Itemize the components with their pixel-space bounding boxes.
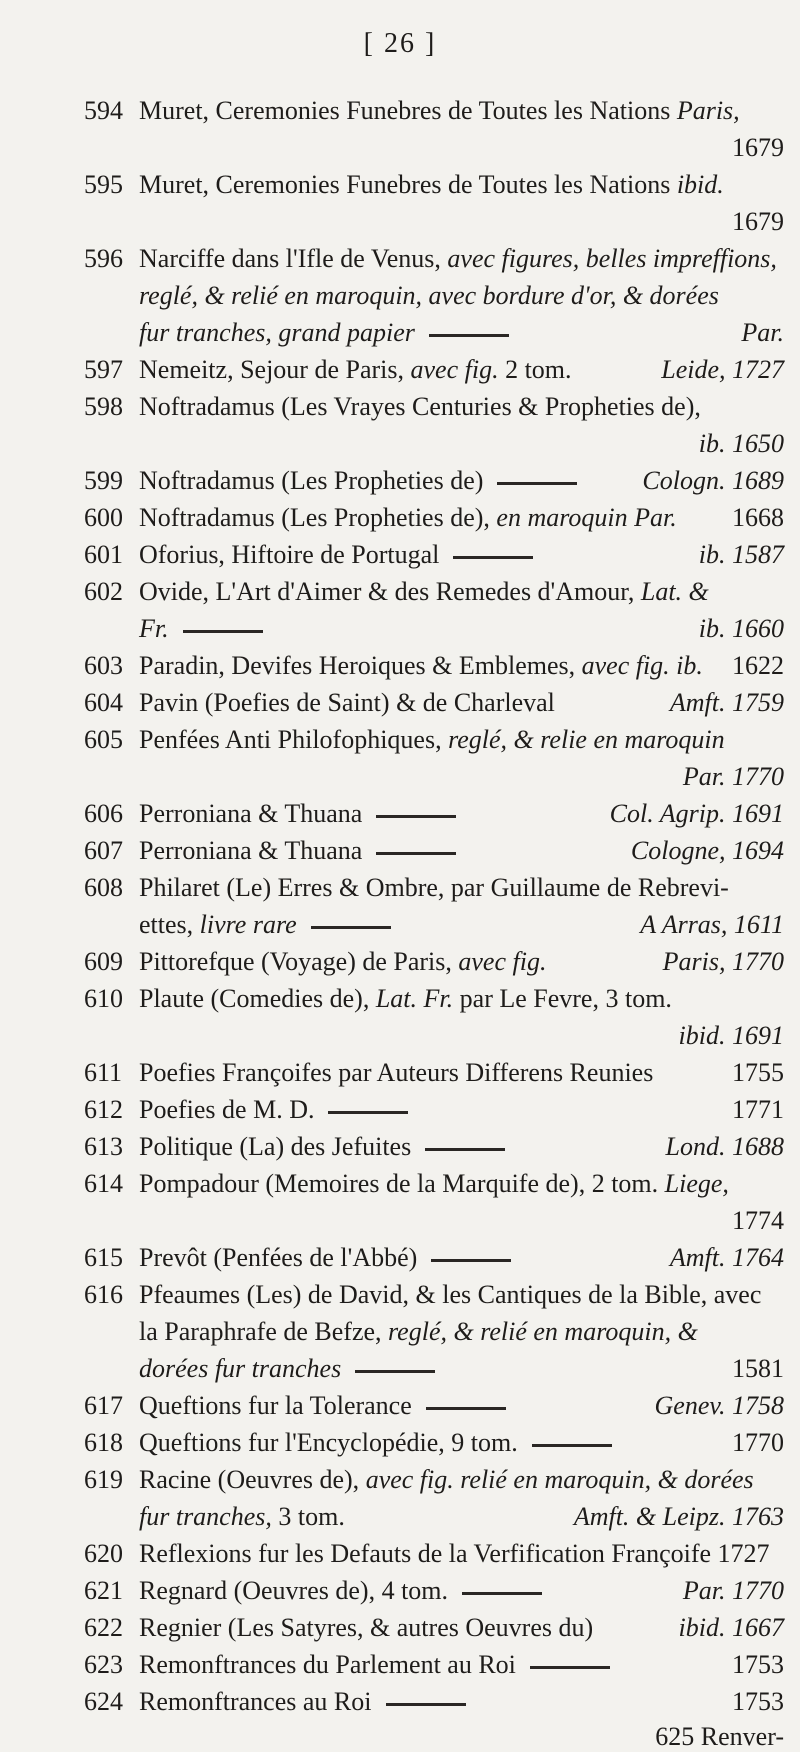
entry-italic-text: Lat. Fr. (375, 984, 454, 1013)
entry-number: 608 (84, 873, 123, 902)
entry-line (84, 351, 784, 388)
entry-text: Pompadour (Memoires de la Marquife de), 2 tom. (139, 1169, 665, 1198)
entry-text: 2 tom. (498, 355, 572, 384)
imprint: 1755 (732, 1058, 784, 1087)
catalogue-entry (84, 573, 784, 647)
catalogue-entry (84, 1683, 784, 1720)
entry-number: 617 (84, 1391, 123, 1420)
catalogue-entry (84, 92, 784, 166)
entry-number: 615 (84, 1243, 123, 1272)
imprint: Cologn. 1689 (642, 466, 784, 495)
entry-text: Perroniana & Thuana (139, 836, 363, 865)
entry-text: Noftradamus (Les Propheties de), (139, 503, 497, 532)
entry-text: Prevôt (Penfées de l'Abbé) (139, 1243, 418, 1272)
entry-italic-text: Paris, (676, 96, 740, 125)
catalogue-entry (84, 1535, 784, 1572)
imprint: Leide, 1727 (661, 355, 784, 384)
entry-number: 619 (84, 1465, 123, 1494)
entry-text: Pavin (Poefies de Saint) & de Charleval (139, 688, 555, 717)
entry-number: 622 (84, 1613, 123, 1642)
entry-italic-text: Lat. & (640, 577, 709, 606)
catalogue-entry (84, 1609, 784, 1646)
entry-line (84, 610, 784, 647)
catalogue-entry (84, 869, 784, 943)
entry-text: Oforius, Hiftoire de Portugal (139, 540, 440, 569)
catalogue-entry (84, 832, 784, 869)
catalogue-entry (84, 943, 784, 980)
entry-line (84, 1387, 784, 1424)
imprint: 1679 (732, 133, 784, 162)
catalogue-entries (84, 92, 784, 1720)
entry-text: Remonftrances au Roi (139, 1687, 372, 1716)
entry-text: Regnier (Les Satyres, & autres Oeuvres du) (139, 1613, 594, 1642)
catalogue-entry (84, 647, 784, 684)
entry-number: 613 (84, 1132, 123, 1161)
entry-line (84, 1461, 784, 1498)
imprint: 1622 (732, 651, 784, 680)
entry-text: Muret, Ceremonies Funebres de Toutes les Nations (139, 96, 677, 125)
entry-line (84, 795, 784, 832)
imprint: Col. Agrip. 1691 (609, 799, 784, 828)
entry-line (84, 314, 784, 351)
entry-line (84, 388, 784, 425)
entry-italic-text: fur tranches, (139, 1502, 272, 1531)
leader-dash (426, 1407, 506, 1410)
entry-text: Pittorefque (Voyage) de Paris, (139, 947, 459, 976)
entry-italic-text: en maroquin Par. (496, 503, 677, 532)
catalogue-entry (84, 1424, 784, 1461)
catalogue-entry (84, 1572, 784, 1609)
imprint: Lond. 1688 (665, 1132, 784, 1161)
entry-line (84, 129, 784, 166)
page-header: [ 26 ] (363, 28, 437, 59)
entry-text: Queftions fur l'Encyclopédie, 9 tom. (139, 1428, 518, 1457)
imprint: 1774 (732, 1206, 784, 1235)
imprint: Paris, 1770 (662, 947, 784, 976)
entry-text: Racine (Oeuvres de), (139, 1465, 366, 1494)
catalogue-entry (84, 1646, 784, 1683)
leader-dash (376, 815, 456, 818)
entry-italic-text: avec fig. (458, 947, 547, 976)
imprint: 1581 (732, 1354, 784, 1383)
entry-number: 603 (84, 651, 123, 680)
entry-text: Pfeaumes (Les) de David, & les Cantiques de la Bible, avec (139, 1280, 762, 1309)
entry-text: Poefies Françoifes par Auteurs Differens Reunies (139, 1058, 654, 1087)
entry-text: Muret, Ceremonies Funebres de Toutes les Nations (139, 170, 677, 199)
entry-number: 623 (84, 1650, 123, 1679)
entry-line (84, 869, 784, 906)
catalogue-entry (84, 351, 784, 388)
entry-text: Paradin, Devifes Heroiques & Emblemes, (139, 651, 582, 680)
entry-text: Noftradamus (Les Vrayes Centuries & Propheties de), (139, 392, 701, 421)
entry-italic-text: ibid. (676, 170, 724, 199)
leader-dash (453, 556, 533, 559)
entry-line (84, 92, 784, 129)
entry-line (84, 943, 784, 980)
imprint: 1679 (732, 207, 784, 236)
entry-number: 610 (84, 984, 123, 1013)
entry-line (84, 166, 784, 203)
catalogue-entry (84, 1165, 784, 1239)
entry-number: 621 (84, 1576, 123, 1605)
entry-number: 595 (84, 170, 123, 199)
entry-number: 607 (84, 836, 123, 865)
leader-dash (386, 1703, 466, 1706)
entry-number: 611 (84, 1058, 123, 1087)
catalogue-entry (84, 166, 784, 240)
entry-line (84, 1683, 784, 1720)
entry-line (84, 906, 784, 943)
entry-line (84, 1202, 784, 1239)
leader-dash (431, 1259, 511, 1262)
entry-text: Nemeitz, Sejour de Paris, (139, 355, 411, 384)
entry-line (84, 240, 784, 277)
leader-dash (532, 1444, 612, 1447)
entry-number: 600 (84, 503, 123, 532)
entry-line (84, 277, 784, 314)
entry-line (84, 1572, 784, 1609)
leader-dash (311, 926, 391, 929)
entry-line (84, 1609, 784, 1646)
imprint: ib. 1587 (698, 540, 784, 569)
leader-dash (462, 1592, 542, 1595)
entry-text: Reflexions fur les Defauts de la Verfification Françoife 1727 (139, 1539, 770, 1568)
entry-line (84, 1276, 784, 1313)
catalogue-entry (84, 795, 784, 832)
entry-text: la Paraphrafe de Befze, (139, 1317, 389, 1346)
entry-number: 596 (84, 244, 123, 273)
entry-number: 605 (84, 725, 123, 754)
entry-number: 614 (84, 1169, 123, 1198)
leader-dash (328, 1111, 408, 1114)
leader-dash (376, 852, 456, 855)
imprint: A Arras, 1611 (640, 910, 784, 939)
entry-line (84, 1128, 784, 1165)
entry-text: 3 tom. (271, 1502, 345, 1531)
entry-text: Politique (La) des Jefuites (139, 1132, 412, 1161)
leader-dash (183, 630, 263, 633)
entry-text: Queftions fur la Tolerance (139, 1391, 412, 1420)
entry-text: Remonftrances du Parlement au Roi (139, 1650, 516, 1679)
catalogue-entry (84, 1128, 784, 1165)
entry-line (84, 1239, 784, 1276)
catalogue-entry (84, 684, 784, 721)
imprint: Amft. 1764 (669, 1243, 784, 1272)
entry-italic-text: reglé, & relié en maroquin, avec bordure d'or, & dorées (139, 281, 719, 310)
entry-number: 612 (84, 1095, 123, 1124)
catalogue-entry (84, 1387, 784, 1424)
imprint: Amft. 1759 (669, 688, 784, 717)
entry-italic-text: fur tranches, grand papier (139, 318, 415, 347)
entry-line (84, 1165, 784, 1202)
entry-text: Perroniana & Thuana (139, 799, 363, 828)
catalogue-entry (84, 462, 784, 499)
entry-number: 598 (84, 392, 123, 421)
entry-line (84, 499, 784, 536)
entry-number: 604 (84, 688, 123, 717)
imprint: Par. 1770 (682, 1576, 784, 1605)
imprint: ib. 1660 (698, 614, 784, 643)
entry-number: 618 (84, 1428, 123, 1457)
catalogue-entry (84, 240, 784, 351)
leader-dash (425, 1148, 505, 1151)
entry-line (84, 203, 784, 240)
leader-dash (530, 1666, 610, 1669)
imprint: Par. (741, 318, 784, 347)
entry-italic-text: Liege, (664, 1169, 729, 1198)
entry-number: 594 (84, 96, 123, 125)
imprint: Genev. 1758 (654, 1391, 784, 1420)
entry-italic-text: reglé, & relie en maroquin (448, 725, 725, 754)
entry-number: 609 (84, 947, 123, 976)
imprint: Cologne, 1694 (630, 836, 784, 865)
catchword: 625 Renver- (655, 1722, 784, 1751)
imprint: 1753 (732, 1650, 784, 1679)
entry-number: 620 (84, 1539, 123, 1568)
entry-line (84, 462, 784, 499)
entry-line (84, 1091, 784, 1128)
entry-number: 602 (84, 577, 123, 606)
catalogue-entry (84, 499, 784, 536)
catalogue-entry (84, 1054, 784, 1091)
entry-italic-text: Fr. (139, 614, 169, 643)
entry-line (84, 1017, 784, 1054)
entry-line (84, 1350, 784, 1387)
entry-line (84, 684, 784, 721)
catalogue-entry (84, 1091, 784, 1128)
imprint: 1771 (732, 1095, 784, 1124)
entry-number: 599 (84, 466, 123, 495)
entry-number: 601 (84, 540, 123, 569)
entry-italic-text: reglé, & relié en maroquin, & (388, 1317, 698, 1346)
imprint: Amft. & Leipz. 1763 (573, 1502, 784, 1531)
entry-line (84, 758, 784, 795)
leader-dash (429, 334, 509, 337)
imprint: 1770 (732, 1428, 784, 1457)
catalogue-entry (84, 980, 784, 1054)
entry-text: Narciffe dans l'Ifle de Venus, (139, 244, 448, 273)
entry-line (84, 573, 784, 610)
entry-line (84, 647, 784, 684)
entry-text: Penfées Anti Philofophiques, (139, 725, 449, 754)
imprint: ib. 1650 (698, 429, 784, 458)
leader-dash (497, 482, 577, 485)
entry-line (84, 721, 784, 758)
entry-text: Ovide, L'Art d'Aimer & des Remedes d'Amour, (139, 577, 641, 606)
imprint: 1753 (732, 1687, 784, 1716)
entry-text: Plaute (Comedies de), (139, 984, 376, 1013)
entry-italic-text: avec figures, belles impreffions, (447, 244, 777, 273)
entry-number: 616 (84, 1280, 123, 1309)
entry-line (84, 1535, 784, 1572)
entry-italic-text: livre rare (199, 910, 297, 939)
catalogue-entry (84, 388, 784, 462)
entry-text: Poefies de M. D. (139, 1095, 315, 1124)
imprint: 1668 (732, 503, 784, 532)
entry-italic-text: avec fig. (410, 355, 499, 384)
entry-italic-text: avec fig. relié en maroquin, & dorées (365, 1465, 754, 1494)
catalogue-entry (84, 536, 784, 573)
entry-italic-text: avec fig. ib. (581, 651, 703, 680)
leader-dash (355, 1370, 435, 1373)
catalogue-entry (84, 721, 784, 795)
catalogue-entry (84, 1239, 784, 1276)
entry-number: 597 (84, 355, 123, 384)
entry-line (84, 536, 784, 573)
entry-italic-text: dorées fur tranches (139, 1354, 342, 1383)
entry-text: Regnard (Oeuvres de), 4 tom. (139, 1576, 449, 1605)
entry-text: par Le Fevre, 3 tom. (453, 984, 672, 1013)
entry-line (84, 980, 784, 1017)
entry-line (84, 1646, 784, 1683)
entry-number: 606 (84, 799, 123, 828)
entry-line (84, 832, 784, 869)
imprint: Par. 1770 (682, 762, 784, 791)
entry-number: 624 (84, 1687, 123, 1716)
entry-text: Noftradamus (Les Propheties de) (139, 466, 484, 495)
entry-line (84, 1054, 784, 1091)
entry-line (84, 425, 784, 462)
entry-line (84, 1313, 784, 1350)
catalogue-entry (84, 1461, 784, 1535)
imprint: ibid. 1667 (678, 1613, 784, 1642)
imprint: ibid. 1691 (678, 1021, 784, 1050)
entry-text: ettes, (139, 910, 200, 939)
entry-line (84, 1424, 784, 1461)
catalogue-entry (84, 1276, 784, 1387)
entry-text: Philaret (Le) Erres & Ombre, par Guillaume de Rebrevi- (139, 873, 729, 902)
